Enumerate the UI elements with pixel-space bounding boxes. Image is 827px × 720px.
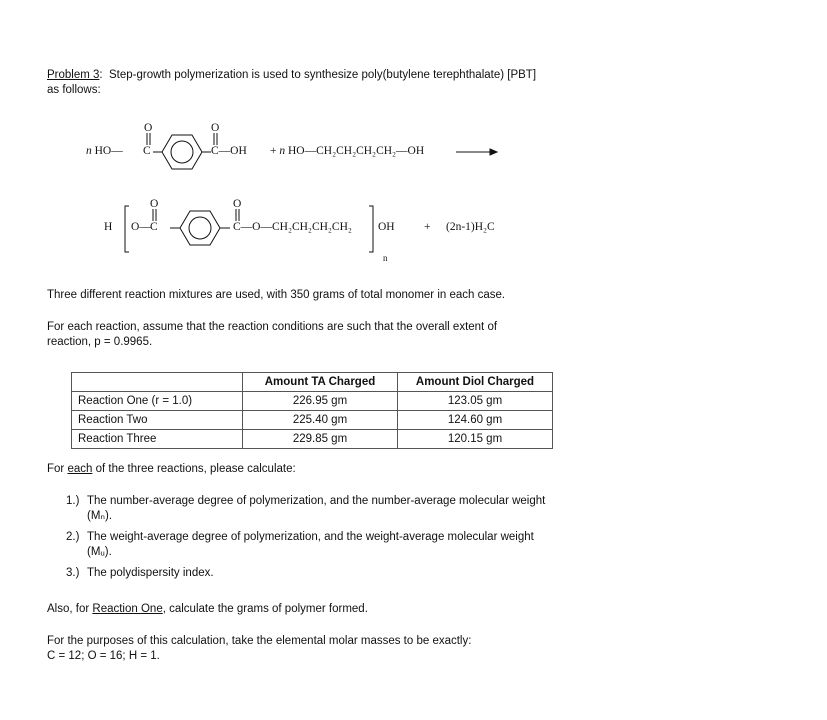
polymer-end-oh: OH (378, 221, 395, 233)
problem-colon: : (99, 69, 103, 81)
row-label: Reaction One (r = 1.0) (72, 392, 243, 411)
problem-intro-2: as follows: (47, 84, 101, 96)
benzene-ring-2 (180, 211, 220, 245)
paragraph-mixtures: Three different reaction mixtures are used, with 350 grams of total monomer in each case. (47, 289, 506, 301)
polymer-ester-o: O— (131, 221, 151, 233)
row-label: Reaction Two (72, 411, 243, 430)
list-item: 2.) The weight-average degree of polymerization, and the weight-average molecular weight (Mᵤ). (66, 531, 534, 558)
polymer-carbonyl-c: C (150, 221, 158, 233)
table-row (72, 392, 553, 411)
n-coefficient-1: n (86, 145, 92, 157)
row-ta: 225.40 gm (243, 411, 398, 430)
for-each-instruction: For each of the three reactions, please calculate: (47, 463, 296, 475)
benzene-inner-1 (171, 141, 193, 163)
repeat-n: n (383, 253, 388, 263)
paragraph-extent-line2: reaction, p = 0.9965. (47, 336, 153, 348)
table-row (72, 411, 553, 430)
table-header-row (72, 373, 553, 392)
row-ta: 229.85 gm (243, 430, 398, 449)
carbonyl-carbon-1: C (143, 145, 151, 157)
question-list (66, 494, 586, 587)
reaction-one-link: Reaction One (92, 603, 163, 615)
list-item: 3.) The polydispersity index. (66, 567, 214, 579)
reactant-1-left: n HO— (86, 145, 123, 157)
row-ta: 226.95 gm (243, 392, 398, 411)
paragraph-extent-line1: For each reaction, assume that the reaction conditions are such that the overall extent of (47, 321, 498, 333)
row-label: Reaction Three (72, 430, 243, 449)
row-diol: 124.60 gm (398, 411, 553, 430)
list-item: 1.) The number-average degree of polymerization, and the number-average molecular weight (Mₙ). (66, 495, 546, 522)
table-header-diol: Amount Diol Charged (398, 373, 553, 392)
table-row (72, 430, 553, 449)
row-diol: 123.05 gm (398, 392, 553, 411)
table-header-blank (72, 373, 243, 392)
hydroxyl-group: HO (94, 145, 112, 157)
molar-mass-line1: For the purposes of this calculation, take the elemental molar masses to be exactly: (47, 635, 472, 647)
polymer-chain: C—O—CH₂CH₂CH₂CH₂ (233, 221, 352, 233)
polymer-end-h: H (104, 221, 113, 233)
carbonyl-oxygen-1: O (144, 122, 153, 134)
n-coefficient-2: n (279, 145, 286, 157)
each-underlined: each (67, 463, 93, 475)
carbonyl-oxygen-2: O (211, 122, 220, 134)
plus-sign-1: + n HO—CH₂CH₂CH₂CH₂—OH (270, 145, 425, 157)
paragraph-extent (47, 320, 607, 350)
table-header-ta: Amount TA Charged (243, 373, 398, 392)
molar-mass-note (47, 634, 607, 664)
benzene-ring-1 (162, 135, 202, 169)
polymer-carbonyl-o1: O (150, 198, 159, 210)
problem-intro: Step-growth polymerization is used to synthesize poly(butylene terephthalate) [PBT] (109, 69, 537, 81)
also-instruction: Also, for Reaction One, calculate the grams of polymer formed. (47, 603, 368, 615)
molar-mass-line2: C = 12; O = 16; H = 1. (47, 650, 160, 662)
byproduct: (2n-1)H₂C (446, 221, 495, 233)
acid-group-right: C—OH (211, 145, 247, 157)
reaction-scheme (0, 0, 827, 280)
problem-label: Problem 3 (47, 69, 100, 81)
plus-sign-2: + (424, 221, 431, 233)
row-diol: 120.15 gm (398, 430, 553, 449)
diol-reactant: HO—CH₂CH₂CH₂CH₂—OH (288, 145, 425, 157)
polymer-carbonyl-o2: O (233, 198, 242, 210)
charge-table (71, 372, 553, 449)
benzene-inner-2 (189, 217, 211, 239)
